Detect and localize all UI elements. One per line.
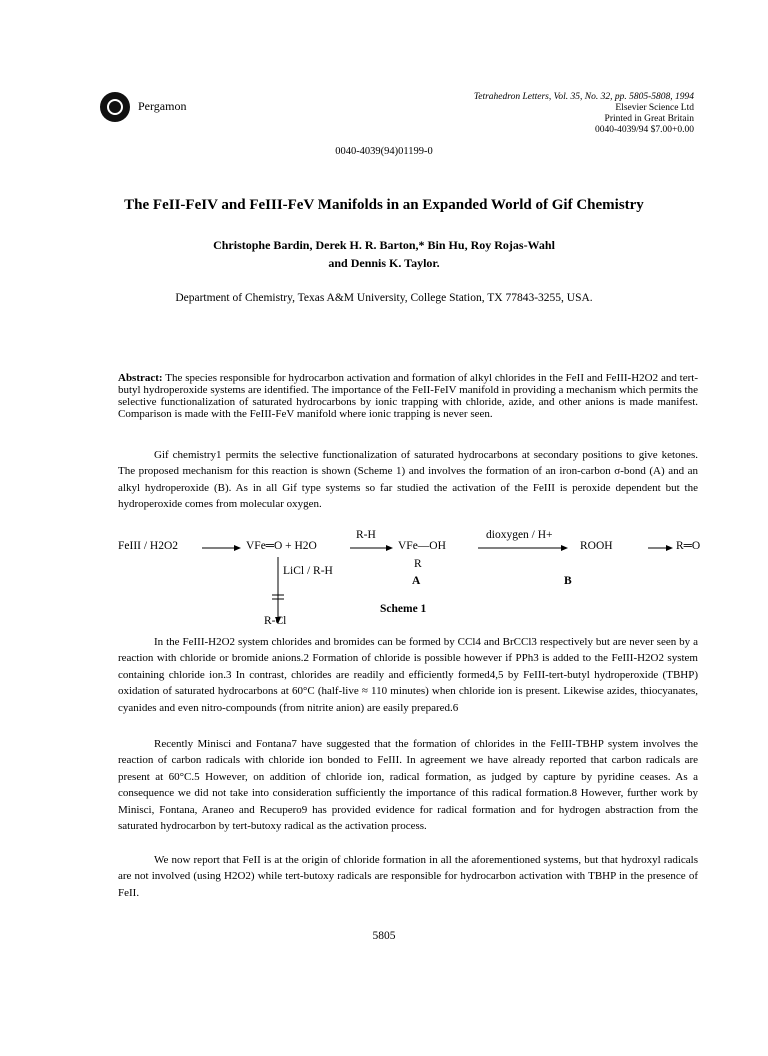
paragraph-4 [118, 852, 698, 901]
paragraph-3 [118, 736, 698, 834]
scheme-dioxygen: dioxygen / H+ [486, 529, 553, 541]
scheme-ketone: R═O [676, 540, 701, 552]
paragraph-1-text: Gif chemistry1 permits the selective functionalization of saturated hydrocarbons at secondary positions to give ketones. The proposed mechanism for this reaction is shown (Scheme 1) and involves the formation of an iron-carbon σ-bond (A) and an alkyl hydroperoxide (B). As in all Gif type systems so far studied the activation of the FeIII is peroxide dependent but the hydroperoxide comes from molecular oxygen. [118, 449, 698, 511]
scheme-b-label: B [564, 575, 572, 587]
publisher-name: Pergamon [138, 99, 187, 113]
abstract-label: Abstract: [118, 372, 163, 384]
journal-printed: Printed in Great Britain [604, 114, 694, 124]
doi: 0040-4039(94)01199-0 [335, 146, 433, 157]
journal-citation: Tetrahedron Letters, Vol. 35, No. 32, pp. 5805-5808, 1994 [473, 92, 694, 102]
paragraph-1 [118, 447, 698, 513]
scheme-a-label: A [412, 575, 421, 587]
journal-price: 0040-4039/94 $7.00+0.00 [594, 125, 694, 135]
scheme-reagent-rh: R-H [356, 529, 376, 541]
paragraph-3-text: Recently Minisci and Fontana7 have suggested that the formation of chlorides in the FeIII-TBHP system involves the reaction of carbon radicals with chloride ion bonded to FeIII. In agreement we have already reported that carbon radicals are present at 60°C.5 However, on addition of chloride ion, radical formation, as judged by capture by pyridine ceases. As a consequence we did not take into consideration sufficiently the importance of this radical formation.8 However, further work by Minisci, Fontana, Araneo and Recupero9 has provided evidence for radical formation and for hydrogen abstraction from the saturated hydrocarbon by tert-butoxy radical as the activation process. [118, 738, 698, 833]
scheme-1 [118, 529, 701, 631]
pergamon-logo [100, 92, 130, 122]
paragraph-2 [118, 634, 698, 716]
scheme-rcl: R-Cl [264, 615, 287, 627]
scheme-intermediate: VFe═O + H2O [246, 540, 317, 552]
scheme-licl: LiCl / R-H [283, 565, 333, 577]
journal-publisher: Elsevier Science Ltd [615, 103, 694, 113]
paper-title: The FeII-FeIV and FeIII-FeV Manifolds in an Expanded World of Gif Chemistry [124, 197, 644, 213]
page-number: 5805 [372, 930, 396, 942]
scheme-fe-oh: VFe—OH [398, 540, 446, 552]
scheme-rooh: ROOH [580, 540, 613, 552]
paragraph-2-text: In the FeIII-H2O2 system chlorides and bromides can be formed by CCl4 and BrCCl3 respectively but are never seen by a reaction with chloride or bromide anions.2 Formation of chloride is possible however if PPh3 is added to the FeIII-H2O2 system containing chloride ion.3 In contrast, chlorides are readily and efficiently formed4,5 by FeIII-tert-butyl hydroperoxide (TBHP) oxidation of saturated hydrocarbons at 60°C (half-live ≈ 110 minutes) when chloride ion is present. Likewise azides, thiocyanates, cyanides and even nitro-compounds (from nitrite anion) are easily prepared.6 [118, 636, 698, 714]
scheme-caption: Scheme 1 [380, 603, 427, 615]
scheme-r-label: R [414, 558, 422, 570]
affiliation: Department of Chemistry, Texas A&M University, College Station, TX 77843-3255, USA. [175, 292, 593, 304]
abstract-text: The species responsible for hydrocarbon activation and formation of alkyl chlorides in the FeII and FeIII-H2O2 and tert-butyl hydroperoxide systems are identified. The importance of the FeII-FeIV manifold in providing a mechanism which permits the selective functionalization of saturated hydrocarbons by ionic trapping with chloride, azide, and other anions is made manifest. Comparison is made with the FeIII-FeV manifold where ionic trapping is never seen. [118, 372, 698, 420]
scheme-reactant: FeIII / H2O2 [118, 540, 179, 552]
authors [0, 236, 768, 272]
abstract [118, 372, 698, 420]
authors-line-1: Christophe Bardin, Derek H. R. Barton,* Bin Hu, Roy Rojas-Wahl [213, 238, 555, 252]
journal-info [474, 92, 694, 136]
authors-line-2: and Dennis K. Taylor. [328, 256, 440, 270]
paragraph-4-text: We now report that FeII is at the origin of chloride formation in all the aforementioned systems, but that hydroxyl radicals are not involved (using H2O2) while tert-butoxy radicals are responsible for hydrocarbon activation with TBHP in the presence of FeII. [118, 854, 698, 899]
